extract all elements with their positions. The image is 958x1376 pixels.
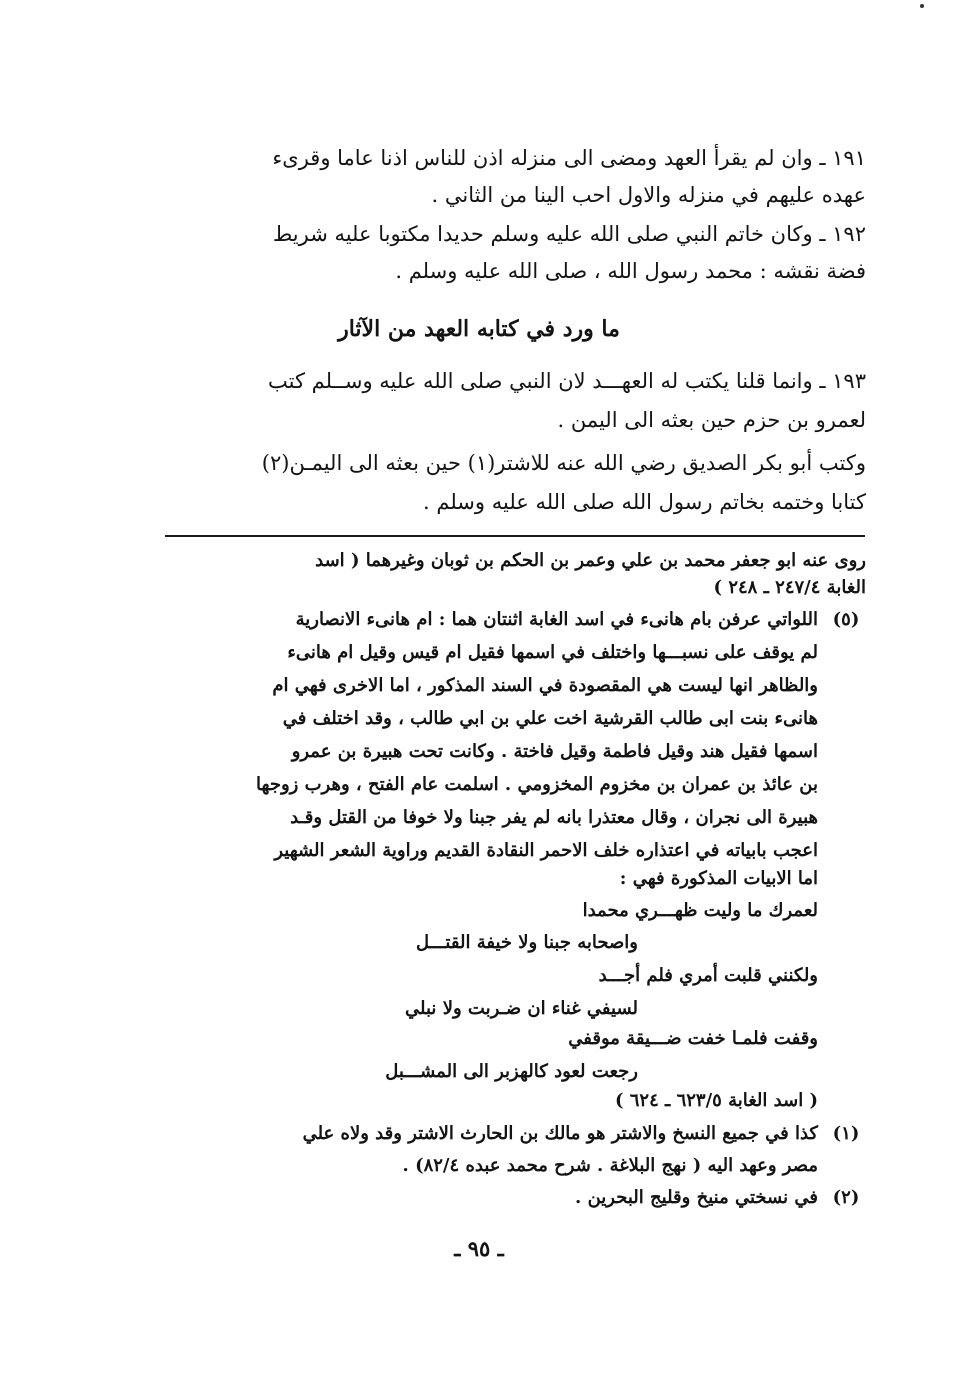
footnote-2-number: (٢) bbox=[832, 1187, 860, 1208]
paragraph-191-line-1: ١٩١ ـ وان لم يقرأ العهد ومضى الى منزله اذن للناس اذنا عاما وقرىء bbox=[272, 146, 866, 170]
paragraph-192-line-1: ١٩٢ ـ وكان خاتم النبي صلى الله عليه وسلم حديدا مكتوبا عليه شريط bbox=[272, 222, 866, 246]
footnote-1-line-1: كذا في جميع النسخ والاشتر هو مالك بن الحارث الاشتر وقد ولاه علي bbox=[302, 1123, 818, 1144]
footnote-5-line: اللواتي عرفن بام هانىء في اسد الغابة اثنتان هما : ام هانىء الانصارية bbox=[295, 609, 818, 630]
section-heading: ما ورد في كتابه العهد من الآثار bbox=[338, 316, 620, 342]
footnote-separator bbox=[165, 535, 865, 537]
footnote-2-line-1: في نسختي منيخ وقليج البحرين . bbox=[575, 1187, 818, 1208]
footnote-continuation-line-1: روى عنه ابو جعفر محمد بن علي وعمر بن الحكم بن ثوبان وغيرهما ( اسد bbox=[315, 550, 866, 571]
paragraph-193-line-4: كتابا وختمه بخاتم رسول الله صلى الله عليه وسلم . bbox=[423, 490, 866, 514]
footnote-5-line: بن عائذ بن عمران بن مخزوم المخزومي . اسلمت عام الفتح ، وهرب زوجها bbox=[256, 774, 818, 795]
poem-line: رجعت لعود كالهزبر الى المشـــبل bbox=[385, 1061, 638, 1082]
paragraph-193-line-2: لعمرو بن حزم حين بعثه الى اليمن . bbox=[557, 408, 866, 432]
footnote-5-line: اعجب بابياته في اعتذاره خلف الاحمر النقادة القديم وراوية الشعر الشهير bbox=[274, 840, 818, 861]
footnote-5-line: هانىء بنت ابى طالب القرشية اخت علي بن ابي طالب ، وقد اختلف في bbox=[282, 708, 818, 729]
poem-line: وقفت فلمـا خفت ضـــيقة موقفي bbox=[568, 1028, 818, 1049]
page-number: ـ ٩٥ ـ bbox=[454, 1236, 504, 1261]
poem-source: ( اسد الغابة ٦٢٣/٥ ـ ٦٢٤ ) bbox=[614, 1090, 818, 1111]
footnote-continuation-line-2: الغابة ٢٤٧/٤ ـ ٢٤٨ ) bbox=[713, 577, 866, 598]
poem-line: لعمرك ما وليت ظهـــري محمدا bbox=[582, 900, 818, 921]
footnote-5-line: اما الابيات المذكورة فهي : bbox=[619, 868, 818, 889]
scan-speck bbox=[920, 4, 924, 8]
footnote-1-line-2: مصر وعهد اليه ( نهج البلاغة . شرح محمد عبده ٨٢/٤) . bbox=[402, 1155, 818, 1176]
paragraph-193-line-1: ١٩٣ ـ وانما قلنا يكتب له العهـــد لان النبي صلى الله عليه وســلم كتب bbox=[268, 369, 866, 393]
footnote-1-number: (١) bbox=[832, 1123, 860, 1144]
paragraph-193-line-3: وكتب أبو بكر الصديق رضي الله عنه للاشتر(١) حين بعثه الى اليمـن(٢) bbox=[261, 451, 866, 475]
poem-line: ولكنني قلبت أمري فلم أجـــد bbox=[598, 965, 818, 986]
footnote-5-line: لم يوقف على نسبـــها واختلف في اسمها فقيل ام قيس وقيل ام هانىء bbox=[287, 642, 818, 663]
paragraph-192-line-2: فضة نقشه : محمد رسول الله ، صلى الله عليه وسلم . bbox=[395, 259, 866, 283]
footnote-5-line: والظاهر انها ليست هي المقصودة في السند المذكور ، اما الاخرى فهي ام bbox=[272, 675, 818, 696]
footnote-5-number: (٥) bbox=[832, 609, 860, 630]
poem-line: واصحابه جبنا ولا خيفة القتـــل bbox=[415, 932, 638, 953]
poem-line: لسيفي غناء ان ضـربت ولا نبلي bbox=[405, 998, 638, 1019]
footnote-5-line: اسمها فقيل هند وقيل فاطمة وقيل فاختة . وكانت تحت هبيرة بن عمرو bbox=[291, 741, 818, 762]
paragraph-191-line-2: عهده عليهم في منزله والاول احب الينا من الثاني . bbox=[431, 183, 866, 207]
footnote-5-line: هبيرة الى نجران ، وقال معتذرا بانه لم يفر جبنا ولا خوفا من القتل وقـد bbox=[290, 807, 818, 828]
